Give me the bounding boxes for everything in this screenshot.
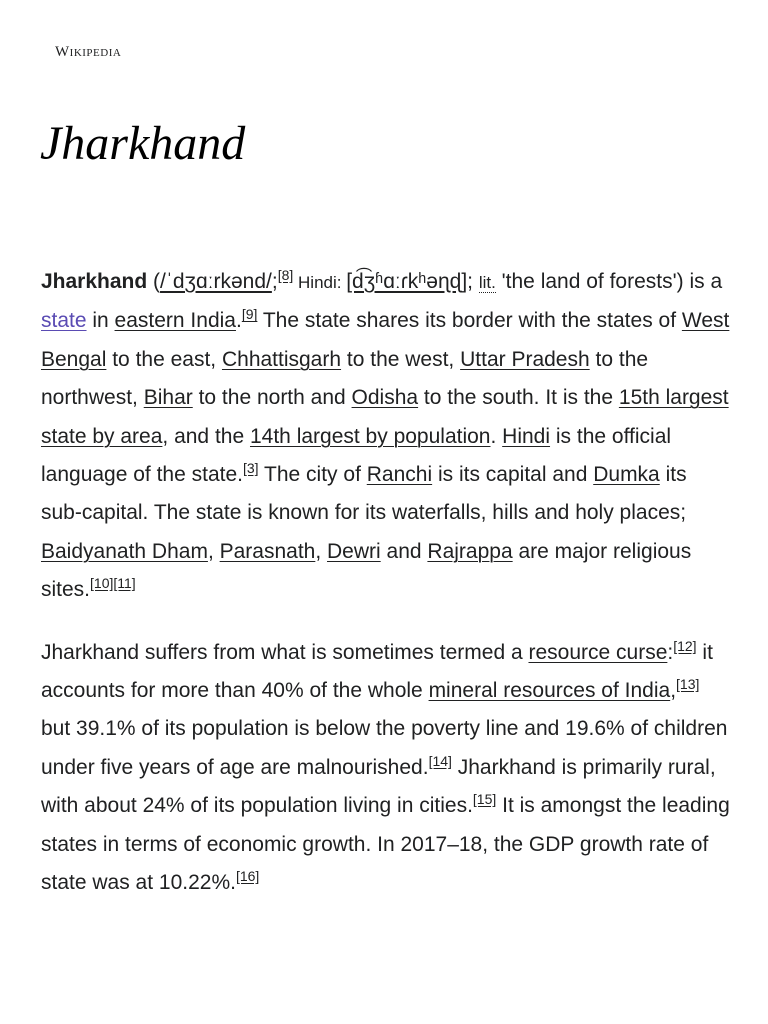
citation-ref [429,753,452,769]
citation-ref [90,575,136,591]
text: . [235,309,242,333]
citation-link-14[interactable]: [14] [428,752,452,769]
second-paragraph [41,634,731,903]
citation-link-9[interactable]: [9] [241,306,258,323]
text: The state shares its border with the states of [257,309,682,333]
text: , [315,539,328,563]
text: is its capital and [432,463,594,487]
text: ( [147,270,161,293]
link-dumka[interactable]: Dumka [593,463,660,487]
citation-ref [473,791,496,807]
link-odisha[interactable]: Odisha [351,386,419,410]
citation-link-3[interactable]: [3] [243,460,259,477]
text: , [670,679,677,703]
text: : [667,640,674,664]
text: ; [271,270,278,293]
citation-link-10[interactable]: [10] [90,575,114,592]
text: to the north and [192,386,352,410]
link-hindi[interactable]: Hindi [502,424,551,448]
page-title: Jharkhand [40,117,246,170]
citation-ref [676,676,699,692]
text: its sub-capital. The state is known for its waterfalls, hills and holy places; [41,463,687,525]
link-15th-largest-by-area[interactable]: 15th largest state by area [41,386,729,448]
citation-link-12[interactable]: [12] [673,637,697,654]
link-parasnath[interactable]: Parasnath [219,539,316,563]
citation-ref [673,638,696,654]
text: to the east, [106,347,222,371]
text: but 39.1% of its population is below the poverty line and 19.6% of children under five years of age are malnourished. [41,717,728,779]
link-bihar[interactable]: Bihar [143,386,193,410]
text: to the northwest, [41,347,649,410]
text: to the south. It is the [418,386,619,410]
citation-ref [236,868,259,884]
ipa-english-link[interactable]: /ˈdʒɑːrkənd/ [160,270,272,293]
citation-link-13[interactable]: [13] [676,676,700,693]
citation-ref [278,267,294,283]
lead-paragraph [41,263,731,610]
text: 'the land of forests') is a [495,270,723,293]
wikipedia-wordmark[interactable]: Wikipedia [55,44,122,60]
citation-link-11[interactable]: [11] [113,575,136,592]
language-label: Hindi: [293,273,347,292]
link-state[interactable]: state [41,309,87,333]
link-ranchi[interactable]: Ranchi [366,463,433,487]
link-west-bengal[interactable]: West Bengal [41,309,730,371]
text: and [380,539,428,563]
link-eastern-india[interactable]: eastern India [114,309,236,333]
link-baidyanath-dham[interactable]: Baidyanath Dham [41,539,208,563]
citation-ref [242,306,258,322]
article-subject: Jharkhand [41,270,148,293]
text: The city of [258,463,367,487]
link-rajrappa[interactable]: Rajrappa [427,539,513,563]
text: ; [467,270,479,293]
article-body [41,263,731,927]
link-uttar-pradesh[interactable]: Uttar Pradesh [460,347,590,371]
link-14th-largest-by-population[interactable]: 14th largest by population [249,424,491,448]
citation-link-8[interactable]: [8] [277,267,294,283]
text: in [86,309,115,333]
citation-link-16[interactable]: [16] [235,868,260,885]
text: to the west, [341,347,461,371]
link-mineral-resources-of-india[interactable]: mineral resources of India [428,679,671,703]
link-dewri[interactable]: Dewri [327,539,381,563]
text: , [207,539,220,563]
text: It is amongst the leading states in terms of economic growth. In 2017–18, the GDP growth rate of state was at 10.22%. [41,794,730,895]
text: , and the [162,424,250,448]
text: is the official language of the state. [41,424,672,487]
text: . [490,424,503,448]
citation-link-15[interactable]: [15] [472,791,497,808]
text: Jharkhand is primarily rural, with about 24% of its population living in cities. [41,755,716,818]
link-chhattisgarh[interactable]: Chhattisgarh [221,347,342,371]
literally-abbr: lit. [478,273,496,292]
ipa-hindi-link[interactable]: [d͡ʒʱɑːɾkʰəɳɖ] [346,270,468,293]
text: it accounts for more than 40% of the whole [41,640,713,703]
citation-ref [243,460,259,476]
text: are major religious sites. [41,539,692,602]
link-resource-curse[interactable]: resource curse [528,640,668,664]
text: Jharkhand suffers from what is sometimes termed a [41,640,529,664]
